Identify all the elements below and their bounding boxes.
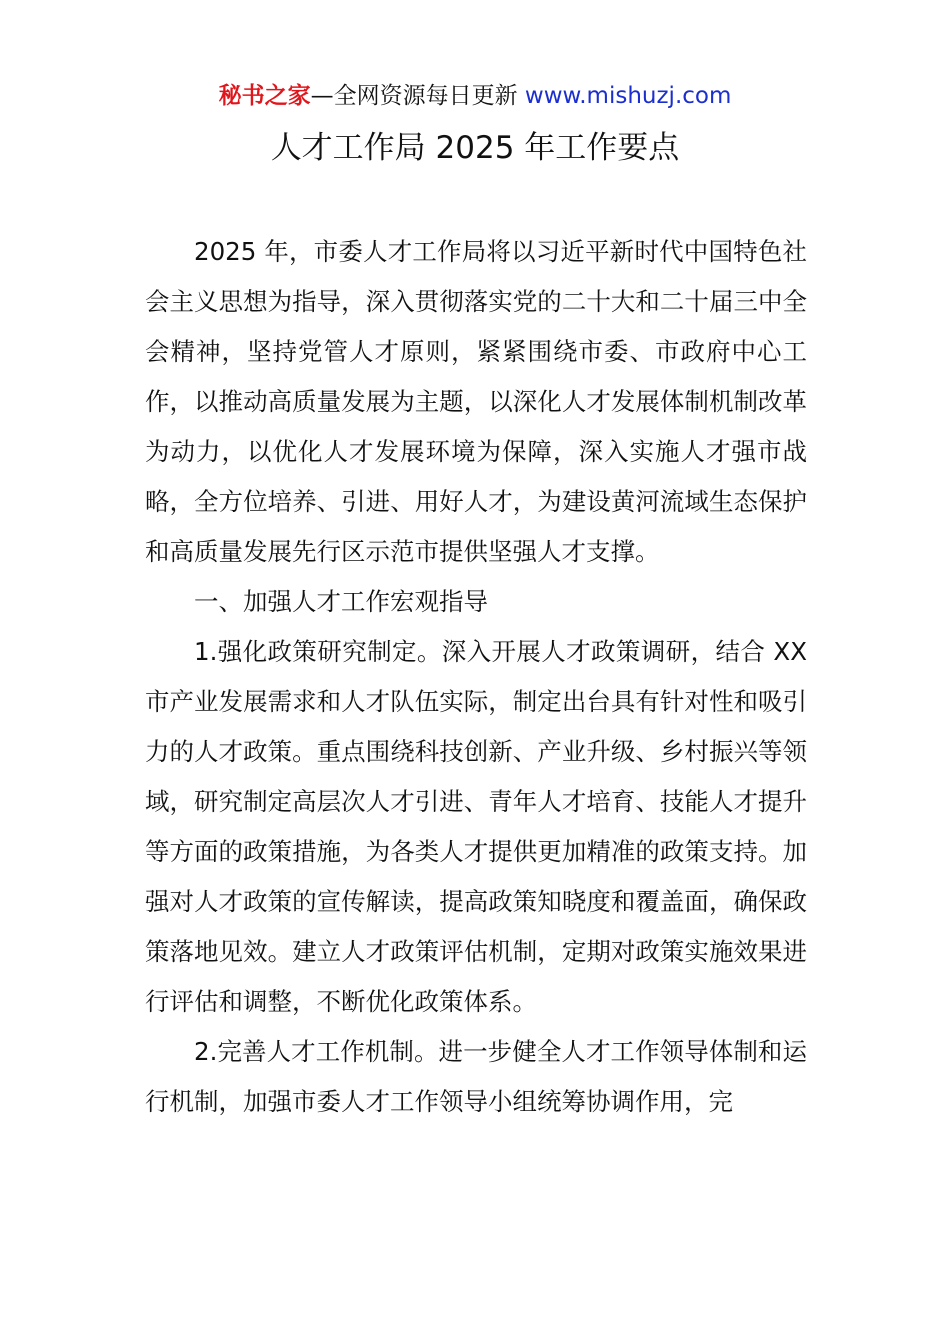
site-header	[0, 80, 950, 112]
intro-paragraph: 2025 年，市委人才工作局将以习近平新时代中国特色社会主义思想为指导，深入贯彻落实党的二十大和二十届三中全会精神，坚持党管人才原则，紧紧围绕市委、市政府中心工作，以推动高质量发展为主题，以深化人才发展体制机制改革为动力，以优化人才发展环境为保障，深入实施人才强市战略，全方位培养、引进、用好人才，为建设黄河流域生态保护和高质量发展先行区示范市提供坚强人才支撑。	[145, 237, 807, 566]
section-heading: 一、加强人才工作宏观指导	[194, 587, 488, 616]
site-tagline: —全网资源每日更新	[310, 83, 518, 109]
site-brand: 秘书之家	[218, 83, 311, 109]
body-paragraph: 2.完善人才工作机制。进一步健全人才工作领导体制和运行机制，加强市委人才工作领导小组统筹协调作用，完	[145, 1037, 807, 1116]
document-body	[145, 227, 807, 1127]
body-paragraph: 1.强化政策研究制定。深入开展人才政策调研，结合 XX 市产业发展需求和人才队伍实际，制定出台具有针对性和吸引力的人才政策。重点围绕科技创新、产业升级、乡村振兴等领域，研究制定高层次人才引进、青年人才培育、技能人才提升等方面的政策措施，为各类人才提供更加精准的政策支持。加强对人才政策的宣传解读，提高政策知晓度和覆盖面，确保政策落地见效。建立人才政策评估机制，定期对政策实施效果进行评估和调整，不断优化政策体系。	[145, 637, 807, 1016]
document-title: 人才工作局 2025 年工作要点	[270, 130, 680, 166]
site-url-link[interactable]: www.mishuzj.com	[524, 83, 732, 109]
